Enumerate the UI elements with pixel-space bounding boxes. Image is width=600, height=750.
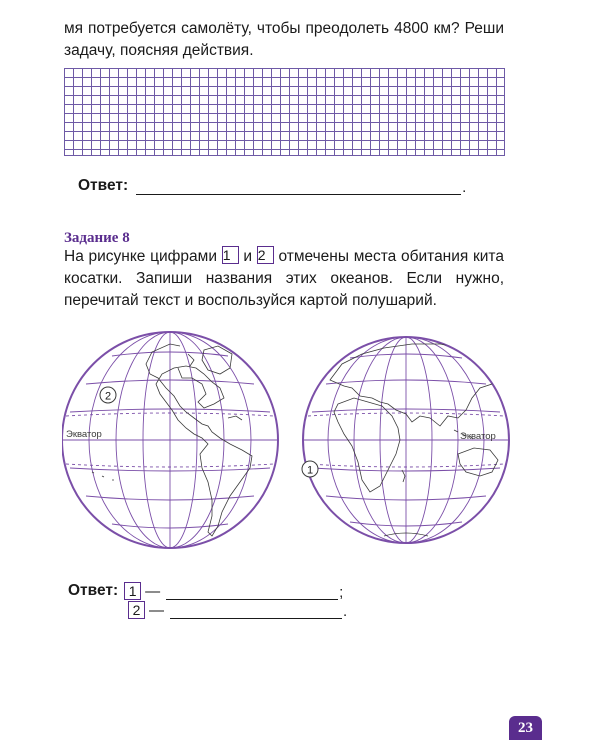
answer-label: Ответ: bbox=[68, 582, 119, 599]
answer-number-box-1: 1 bbox=[124, 582, 141, 600]
intro-text: мя потребуется самолёту, чтобы преодолеть 4800 км? Реши задачу, поясняя действия. bbox=[64, 20, 504, 59]
marker-1-label: 1 bbox=[306, 464, 314, 477]
number-box-1: 1 bbox=[222, 246, 239, 264]
answer-dash: — bbox=[149, 602, 164, 619]
solution-grid[interactable] bbox=[64, 68, 505, 156]
marker-2-label: 2 bbox=[104, 390, 112, 403]
answer-row-task7 bbox=[78, 177, 466, 195]
answer-row-task8-1 bbox=[68, 582, 343, 600]
eastern-hemisphere bbox=[302, 337, 509, 543]
answer-end-mark-2: . bbox=[343, 603, 348, 620]
answer-end-mark-1: ; bbox=[339, 584, 344, 601]
answer-line-2[interactable] bbox=[170, 607, 342, 619]
answer-line[interactable] bbox=[136, 183, 461, 195]
answer-label: Ответ: bbox=[78, 177, 129, 194]
answer-number-box-2: 2 bbox=[128, 601, 145, 619]
western-hemisphere bbox=[62, 332, 278, 548]
task-text bbox=[64, 246, 504, 312]
answer-end-mark: . bbox=[462, 179, 467, 196]
hemispheres-map bbox=[62, 322, 512, 558]
equator-label-west: Экватор bbox=[66, 429, 102, 440]
answer-line-1[interactable] bbox=[166, 588, 338, 600]
answer-row-task8-2 bbox=[128, 601, 347, 619]
task-text-and: и bbox=[243, 248, 253, 265]
answer-dash: — bbox=[145, 583, 161, 600]
equator-label-east: Экватор bbox=[460, 431, 496, 442]
task-text-part2: отмечены места обитания кита косатки. Запиши названия этих океанов. Если нужно, перечитай текст и воспользуйся картой полушарий. bbox=[64, 248, 504, 309]
task-heading: Задание 8 bbox=[64, 230, 130, 246]
task-text-part1: На рисунке цифрами bbox=[64, 248, 217, 265]
page-number: 23 bbox=[509, 716, 542, 740]
number-box-2: 2 bbox=[257, 246, 274, 264]
